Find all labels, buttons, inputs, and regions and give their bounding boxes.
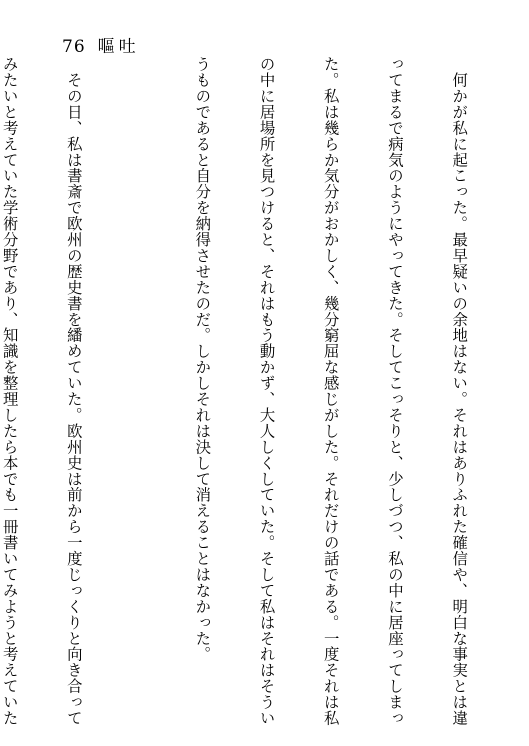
text-line: の中に居場所を見つけると、それはもう動かず、大人しくしていた。そして私はそれはそうい (257, 56, 276, 726)
text-line: 何かが私に起こった。最早疑いの余地はない。それはありふれた確信や、明白な事実とは違 (450, 56, 469, 726)
text-line: た。私は幾らか気分がおかしく、幾分窮屈な感じがした。それだけの話である。一度それは私 (321, 56, 340, 726)
text-line: ってまるで病気のようにやってきた。そしてこっそりと、少しづつ、私の中に居座ってしまっ (385, 56, 404, 726)
text-line: みたいと考えていた学術分野であり、知識を整理したら本でも一冊書いてみようと考えていた (0, 56, 19, 726)
text-line: その日、私は書斎で欧州の歴史書を繙めていた。欧州史は前から一度じっくりと向き合って (64, 56, 83, 726)
running-header (62, 36, 140, 58)
page-number: 76 (62, 37, 86, 57)
vertical-body-text (0, 56, 512, 726)
chapter-title: 嘔吐 (97, 37, 140, 57)
text-line: うものであると自分を納得させたのだ。しかしそれは決して消えることはなかった。 (193, 56, 212, 663)
blank-line (127, 56, 148, 712)
